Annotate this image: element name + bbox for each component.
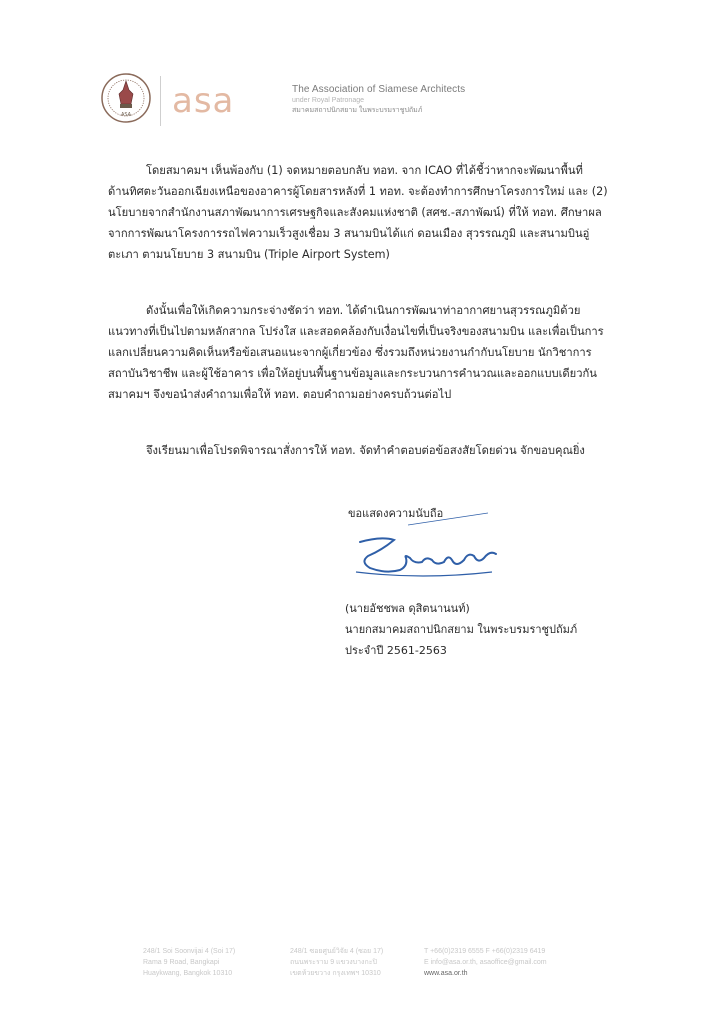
organization-block [292,84,465,116]
signer-title: นายกสมาคมสถาปนิกสยาม ในพระบรมราชูปถัมภ์ [345,623,578,636]
footer-website-link[interactable]: www.asa.or.th [424,970,468,977]
footer-line: 248/1 ซอยศูนย์วิจัย 4 (ซอย 17) [290,948,384,955]
footer-email: E info@asa.or.th, asaoffice@gmail.com [424,959,547,966]
footer-line: เขตห้วยขวาง กรุงเทพฯ 10310 [290,970,381,977]
paragraph-2 [108,300,616,405]
paragraph-line: สถาบันวิชาชีพ และผู้ใช้อาคาร เพื่อให้อยู่บนพื้นฐานข้อมูลและกระบวนการคำนวณและออกแบบเดียวกัน [108,367,597,380]
footer-line: Huaykwang, Bangkok 10310 [143,970,233,977]
handwritten-signature [352,530,502,586]
org-sub-en: under Royal Patronage [292,97,364,104]
signer-name: (นายอัชชพล ดุสิตนานนท์) [345,602,470,615]
paragraph-line: ดังนั้นเพื่อให้เกิดความกระจ่างชัดว่า ทอท. ได้ดำเนินการพัฒนาท่าอากาศยานสุวรรณภูมิด้วย [146,304,581,317]
closing-salutation: ขอแสดงความนับถือ [348,507,444,520]
signer-term: ประจำปี 2561-2563 [345,644,447,657]
asa-logo [172,86,260,116]
paragraph-line: โดยสมาคมฯ เห็นพ้องกับ (1) จดหมายตอบกลับ ทอท. จาก ICAO ที่ได้ชี้ว่าหากจะพัฒนาพื้นที่ [146,164,583,177]
footer-line: ถนนพระราม 9 แขวงบางกะปิ [290,959,377,966]
footer-address-en [143,946,235,979]
paragraph-line: ตะเภา ตามนโยบาย 3 สนามบิน (Triple Airport System) [108,248,390,261]
footer-contact [424,946,547,979]
header-divider [160,76,161,126]
paragraph-line: ด้านทิศตะวันออกเฉียงเหนือของอาคารผู้โดยสารหลังที่ 1 ทอท. จะต้องทำการศึกษาโครงการใหม่ และ (2) [108,185,608,198]
org-name-en: The Association of Siamese Architects [292,84,466,95]
association-seal-icon [100,72,152,124]
footer-address-th [290,946,383,979]
org-name-th: สมาคมสถาปนิกสยาม ในพระบรมราชูปถัมภ์ [292,107,423,114]
footer-line: 248/1 Soi Soonvijai 4 (Soi 17) [143,948,236,955]
paragraph-line: นโยบายจากสำนักงานสภาพัฒนาการเศรษฐกิจและสังคมแห่งชาติ (สศช.-สภาพัฒน์) ที่ให้ ทอท. ศึกษาผล [108,206,602,219]
signer-block [345,598,577,661]
footer-phone: T +66(0)2319 6555 F +66(0)2319 6419 [424,948,546,955]
asa-logo-text: asa [172,86,235,116]
paragraph-line: แนวทางที่เป็นไปตามหลักสากล โปร่งใส และสอดคล้องกับเงื่อนไขที่เป็นจริงของสนามบิน และเพื่อเป็นการ [108,325,604,338]
signature-stroke [408,509,488,529]
paragraph-line: จากการพัฒนาโครงการรถไฟความเร็วสูงเชื่อม 3 สนามบินได้แก่ ดอนเมือง สุวรรณภูมิ และสนามบินอู่ [108,227,590,240]
paragraph-3 [108,440,616,461]
paragraph-line: สมาคมฯ จึงขอนำส่งคำถามเพื่อให้ ทอท. ตอบคำถามอย่างครบถ้วนต่อไป [108,388,452,401]
paragraph-line: แลกเปลี่ยนความคิดเห็นหรือข้อเสนอแนะจากผู้เกี่ยวข้อง ซึ่งรวมถึงหน่วยงานกำกับนโยบาย นักวิชาการ [108,346,592,359]
footer-line: Rama 9 Road, Bangkapi [143,959,220,966]
seal-text: ASA [120,112,132,118]
paragraph-line: จึงเรียนมาเพื่อโปรดพิจารณาสั่งการให้ ทอท. จัดทำคำตอบต่อข้อสงสัยโดยด่วน จักขอบคุณยิ่ง [146,444,585,457]
paragraph-1 [108,160,616,265]
